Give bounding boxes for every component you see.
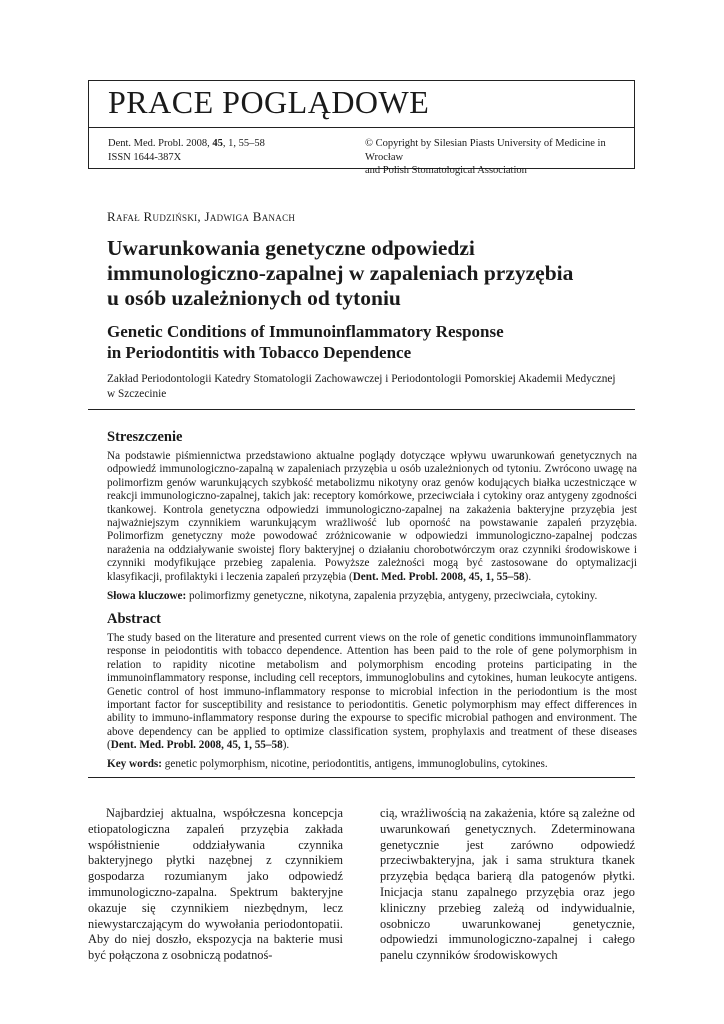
keywords-en: genetic polymorphism, nicotine, periodontitis, antigens, immunoglobulins, cytokines. — [164, 758, 548, 770]
copyright-info — [365, 137, 630, 178]
title-pl-line-2: immunologiczno-zapalnej w zapaleniach przyzębia — [107, 261, 574, 285]
streszczenie-text — [107, 450, 637, 584]
title-en-line-2: in Periodontitis with Tobacco Dependence — [107, 343, 412, 362]
abstract-end: ). — [282, 739, 290, 752]
citation-volume: 45 — [212, 138, 223, 149]
title-pl-line-3: u osób uzależnionych od tytoniu — [107, 286, 401, 310]
streszczenie-end: ). — [524, 570, 532, 583]
title-en-line-1: Genetic Conditions of Immunoinflammatory Response — [107, 322, 504, 341]
issn: ISSN 1644-387X — [108, 151, 182, 163]
title-pl-line-1: Uwarunkowania genetyczne odpowiedzi — [107, 236, 475, 260]
keywords-pl-label: Słowa kluczowe: — [107, 590, 187, 602]
abstract-heading: Abstract — [107, 611, 161, 627]
section-title: PRACE POGLĄDOWE — [108, 84, 430, 120]
copyright-line-1: © Copyright by Silesian Piasts University of Medicine in Wrocław — [365, 138, 606, 163]
title-polish — [107, 236, 627, 311]
citation-pages: , 1, 55–58 — [222, 138, 265, 149]
bottom-divider — [88, 777, 635, 778]
affiliation-line-2: w Szczecinie — [107, 387, 167, 400]
title-english — [107, 321, 627, 363]
abstract-body: The study based on the literature and presented current views on the role of genetic conditions immunoinflammatory response in peiodontitis with tobacco dependence. Attention has been paid to the role of gene polymorphism in relation to rapidity nicotine metabolism and polymorphism encoding proteins participating in the immunoinflammatory response, including cell receptors, immunoglobulins and cytokines, human leukocyte antigens. Genetic control of host immuno-inflammatory response to microbial infection in the periodontium is the most important factor for susceptibility and resistance to periodontitis. Genetic polymorphism may effect differences in ability to immuno-inflammatory response during the expourse to specific microbial pathogen and environment. The above dependency can be applied to optimize classification system, prophylaxis and treatment of these diseases ( — [107, 632, 637, 752]
citation-journal: Dent. Med. Probl. 2008, — [108, 138, 210, 149]
keywords-en-label: Key words: — [107, 758, 162, 770]
streszczenie-keywords — [107, 590, 637, 603]
affiliation-line-1: Zakład Periodontologii Katedry Stomatologii Zachowawczej i Periodontologii Pomorskiej Akademii Medycznej — [107, 373, 616, 385]
body-column-left: Najbardziej aktualna, współczesna koncepcja etiopatologiczna zapaleń przyzębia zakłada współistnienie oddziaływania czynnika bakteryjnego płytki nazębnej z czynnikiem gospodarza rozumianym jako odpowiedź immunologiczno-zapalna. Spektrum bakteryjne okazuje się czynnikiem niezbędnym, lecz niewystarczającym do wywołania periodontopatii. Aby do niej doszło, ekspozycja na bakterie musi być połączona z osobniczą podatnoś- — [88, 806, 343, 963]
affiliation — [107, 372, 637, 401]
abstract-citation: Dent. Med. Probl. 2008, 45, 1, 55–58 — [110, 739, 283, 752]
journal-meta-box — [88, 127, 635, 176]
abstract-text — [107, 632, 637, 753]
copyright-line-2: and Polish Stomatological Association — [365, 165, 527, 176]
section-header-box — [88, 80, 635, 128]
abstract-keywords — [107, 758, 637, 771]
authors: Rafał Rudziński, Jadwiga Banach — [107, 209, 296, 224]
keywords-pl: polimorfizmy genetyczne, nikotyna, zapalenia przyzębia, antygeny, przeciwciała, cytokiny. — [189, 590, 598, 602]
top-divider — [88, 409, 635, 410]
streszczenie-body: Na podstawie piśmiennictwa przedstawiono aktualne poglądy dotyczące wpływu uwarunkowań genetycznych na odpowiedź immunologiczno-zapalną w zapaleniach przyzębia u osób uzależnionych od tytoniu. Zwrócono uwagę na polimorfizm genów warunkujących szybkość metabolizmu nikotyny oraz genów kodujących białka uczestniczące w reakcji immunologiczno-zapalnej, takich jak: receptory komórkowe, przeciwciała i cytokiny oraz antygeny zgodności tkankowej. Kontrola genetyczna odpowiedzi immunologiczno-zapalnej na zakażenia bakteryjne przyzębia jest najważniejszym czynnikiem warunkującym wrażliwość lub oporność na powstawanie zapaleń przyzębia. Polimorfizm genetyczny może powodować zróżnicowanie w odpowiedzi immunologiczno-zapalnej podczas narażenia na oddziaływanie swoistej flory bakteryjnej o działaniu chorobotwórczym oraz czynniki środowiskowe i czynniki modyfikujące przebieg zapalenia. Powyższe zależności mogą być zastosowane do optymalizacji klasyfikacji, profilaktyki i leczenia zapaleń przyzębia ( — [107, 450, 637, 583]
streszczenie-citation: Dent. Med. Probl. 2008, 45, 1, 55–58 — [352, 570, 525, 583]
streszczenie-heading: Streszczenie — [107, 429, 183, 445]
citation-info — [108, 137, 265, 164]
body-column-right: cią, wrażliwością na zakażenia, które są zależne od uwarunkowań genetycznych. Zdeterminowana genetycznie jest zarówno odpowiedź przeciwbakteryjna, jak i sama struktura tkanek przyzębia będąca barierą dla patogenów płytki. Inicjacja stanu zapalnego przyzębia oraz jego kliniczny przebieg zależą od indywidualnie, osobniczo uwarunkowanej genetycznie, odpowiedzi immunologiczno-zapalnej i całego panelu czynników środowiskowych — [380, 806, 635, 963]
